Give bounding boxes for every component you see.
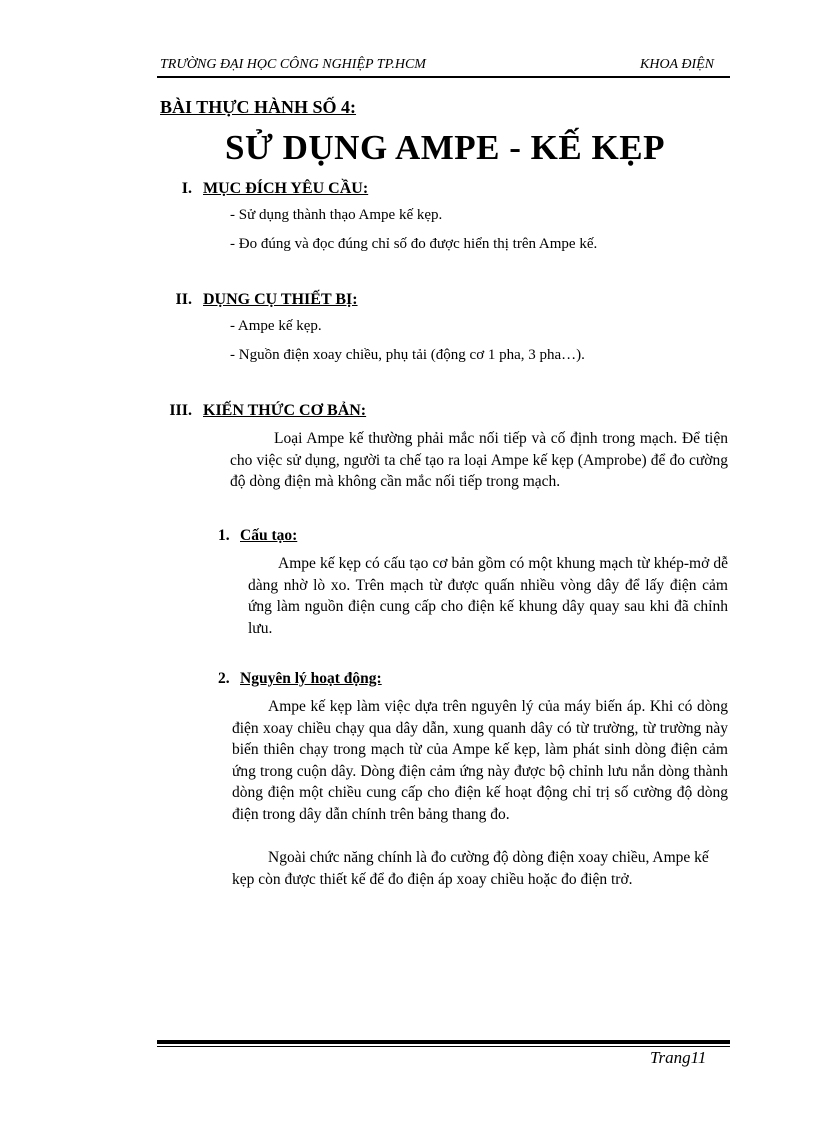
- section-title: MỤC ĐÍCH YÊU CẦU:: [203, 180, 369, 197]
- section-item: - Nguồn điện xoay chiều, phụ tải (động cơ 1 pha, 3 pha…).: [230, 347, 585, 363]
- section-item: - Đo đúng và đọc đúng chỉ số đo được hiển thị trên Ampe kế.: [230, 236, 598, 252]
- section-number: I.: [181, 180, 192, 197]
- page-number: Trang11: [650, 1048, 707, 1067]
- main-title: SỬ DỤNG AMPE - KẾ KẸP: [225, 128, 665, 167]
- section-title: DỤNG CỤ THIẾT BỊ:: [203, 291, 358, 308]
- section-title: KIẾN THỨC CƠ BẢN:: [203, 402, 367, 419]
- subsection-paragraph: Ampe kế kẹp làm việc dựa trên nguyên lý của máy biến áp. Khi có dòng điện xoay chiều chạy qua dây dẫn, xung quanh dây có từ trường, từ trường này biến thiên chạy trong mạch từ của Ampe kế kẹp, làm phát sinh dòng điện cảm ứng trong cuộn dây. Dòng điện cảm ứng này được bộ chỉnh lưu nắn dòng thành dòng điện một chiều cung cấp cho điện kế hoạt động chỉ trị số cường độ dòng điện trong dây dẫn chính trên bảng thang đo.: [232, 698, 728, 823]
- subsection-number: 2.: [218, 670, 230, 687]
- section-number: II.: [175, 291, 192, 308]
- section-item: - Ampe kế kẹp.: [230, 318, 322, 334]
- subsection-paragraph: Ngoài chức năng chính là đo cường độ dòng điện xoay chiều, Ampe kế kẹp còn được thiết kế để đo điện áp xoay chiều hoặc đo điện trở.: [232, 849, 709, 888]
- subsection-heading-1: [218, 527, 297, 545]
- subsection-number: 1.: [218, 527, 230, 544]
- section-intro-paragraph: Loại Ampe kế thường phải mắc nối tiếp và cố định trong mạch. Để tiện cho việc sử dụng, người ta chế tạo ra loại Ampe kế kẹp (Amprobe) để đo cường độ dòng điện mà không cần mắc nối tiếp trong mạch.: [230, 430, 728, 490]
- subsection-title: Cấu tạo:: [240, 527, 298, 544]
- subsection-title: Nguyên lý hoạt động:: [240, 670, 382, 687]
- header-school-name: TRƯỜNG ĐẠI HỌC CÔNG NGHIỆP TP.HCM: [160, 57, 426, 72]
- footer-divider-thin: [157, 1046, 730, 1047]
- section-number: III.: [169, 402, 192, 419]
- header-department: KHOA ĐIỆN: [640, 57, 715, 72]
- footer-divider: [157, 1040, 730, 1044]
- subsection-heading-2: [218, 670, 382, 688]
- section-item: - Sử dụng thành thạo Ampe kế kẹp.: [230, 207, 443, 223]
- lab-title: BÀI THỰC HÀNH SỐ 4:: [160, 97, 357, 117]
- subsection-paragraph: Ampe kế kẹp có cấu tạo cơ bản gồm có một khung mạch từ khép-mở dễ dàng nhờ lò xo. Trên mạch từ được quấn nhiều vòng dây để lấy điện cảm ứng làm nguồn điện cung cấp cho điện kế khung dây quay sau khi đã chỉnh lưu.: [248, 555, 728, 637]
- header-divider: [157, 76, 730, 78]
